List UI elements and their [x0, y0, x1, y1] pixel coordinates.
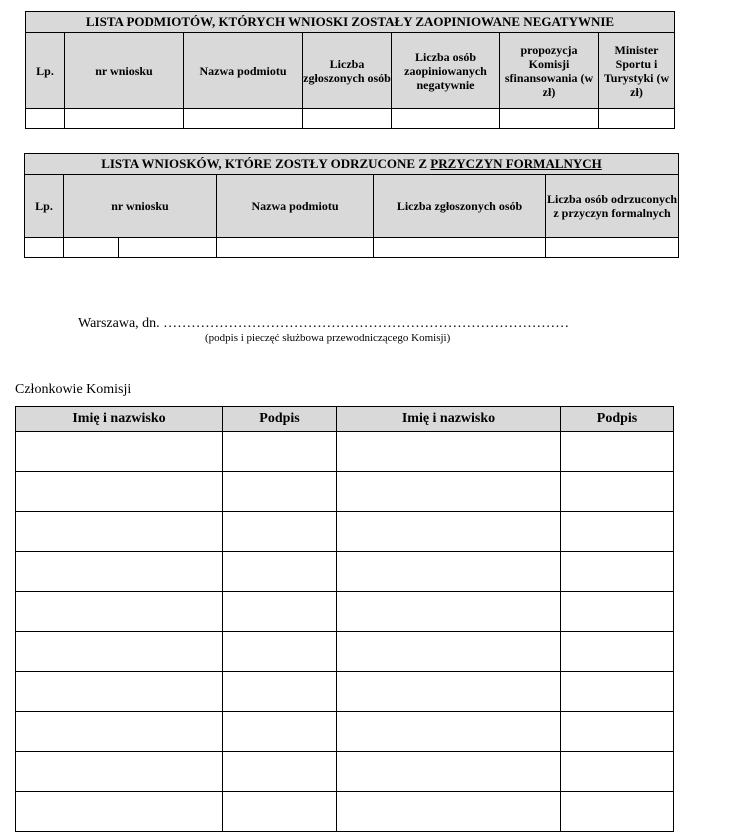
members-row [16, 792, 674, 832]
member-cell [561, 432, 674, 472]
members-row [16, 472, 674, 512]
table2-cell [546, 238, 679, 258]
table1-cell [392, 109, 500, 129]
member-cell [223, 552, 337, 592]
member-cell [223, 432, 337, 472]
member-cell [561, 472, 674, 512]
table2-title [25, 154, 679, 175]
table2-cell [119, 238, 217, 258]
member-cell [16, 432, 223, 472]
member-cell [561, 632, 674, 672]
member-cell [223, 472, 337, 512]
table2-cell [25, 238, 64, 258]
table1-cell [303, 109, 392, 129]
table1-header-propozycja-komisji: propozycja Komisji sfinansowania (w zł) [500, 33, 599, 109]
member-cell [561, 592, 674, 632]
negative-opinion-table [25, 11, 675, 129]
members-row [16, 632, 674, 672]
members-row [16, 432, 674, 472]
table1-header-liczba-negatywnie: Liczba osób zaopiniowanych negatywnie [392, 33, 500, 109]
member-cell [16, 592, 223, 632]
table1-cell [26, 109, 65, 129]
member-cell [337, 592, 561, 632]
signature-date-line: Warszawa, dn. …………………………………………………………………………… [78, 316, 570, 331]
members-header-signature-2: Podpis [561, 407, 674, 432]
table1-header-minister: Minister Sportu i Turystyki (w zł) [599, 33, 675, 109]
members-row [16, 672, 674, 712]
member-cell [223, 752, 337, 792]
member-cell [337, 472, 561, 512]
member-cell [337, 752, 561, 792]
table1-cell [500, 109, 599, 129]
member-cell [223, 792, 337, 832]
table1-cell [65, 109, 184, 129]
member-cell [337, 512, 561, 552]
table2-header-nr-wniosku: nr wniosku [64, 175, 217, 238]
member-cell [16, 632, 223, 672]
table1-header-lp: Lp. [26, 33, 65, 109]
members-row [16, 712, 674, 752]
formal-rejection-table [24, 153, 679, 258]
members-header-name-2: Imię i nazwisko [337, 407, 561, 432]
members-row [16, 512, 674, 552]
table2-cell [217, 238, 374, 258]
member-cell [337, 792, 561, 832]
table1-header-nazwa-podmiotu: Nazwa podmiotu [184, 33, 303, 109]
member-cell [561, 512, 674, 552]
member-cell [223, 672, 337, 712]
table2-header-nazwa-podmiotu: Nazwa podmiotu [217, 175, 374, 238]
table1-cell [184, 109, 303, 129]
table2-cell [64, 238, 119, 258]
member-cell [223, 592, 337, 632]
member-cell [337, 432, 561, 472]
members-row [16, 752, 674, 792]
members-row [16, 552, 674, 592]
table1-header-nr-wniosku: nr wniosku [65, 33, 184, 109]
member-cell [223, 712, 337, 752]
members-header-signature-1: Podpis [223, 407, 337, 432]
table1-title: LISTA PODMIOTÓW, KTÓRYCH WNIOSKI ZOSTAŁY ZAOPINIOWANE NEGATYWNIE [26, 12, 675, 33]
table2-title-underlined: PRZYCZYN FORMALNYCH [430, 156, 602, 171]
table2-title-prefix: LISTA WNIOSKÓW, KTÓRE ZOSTŁY ODRZUCONE Z [101, 156, 431, 171]
member-cell [337, 632, 561, 672]
table2-header-liczba-zgloszonych: Liczba zgłoszonych osób [374, 175, 546, 238]
table2-cell [374, 238, 546, 258]
members-header-name-1: Imię i nazwisko [16, 407, 223, 432]
members-label: Członkowie Komisji [15, 382, 132, 397]
signature-caption: (podpis i pieczęć służbowa przewodniczącego Komisji) [205, 332, 451, 344]
member-cell [561, 552, 674, 592]
member-cell [561, 792, 674, 832]
table1-header-liczba-zgloszonych: Liczba zgłoszonych osób [303, 33, 392, 109]
table2-header-lp: Lp. [25, 175, 64, 238]
member-cell [561, 752, 674, 792]
member-cell [16, 672, 223, 712]
member-cell [16, 712, 223, 752]
member-cell [337, 712, 561, 752]
member-cell [337, 672, 561, 712]
member-cell [16, 752, 223, 792]
member-cell [16, 792, 223, 832]
member-cell [223, 512, 337, 552]
member-cell [223, 632, 337, 672]
member-cell [337, 552, 561, 592]
table2-header-liczba-odrzuconych: Liczba osób odrzuconych z przyczyn formalnych [546, 175, 679, 238]
member-cell [16, 552, 223, 592]
members-table [15, 406, 674, 832]
table1-cell [599, 109, 675, 129]
members-row [16, 592, 674, 632]
member-cell [16, 512, 223, 552]
member-cell [561, 712, 674, 752]
member-cell [16, 472, 223, 512]
member-cell [561, 672, 674, 712]
